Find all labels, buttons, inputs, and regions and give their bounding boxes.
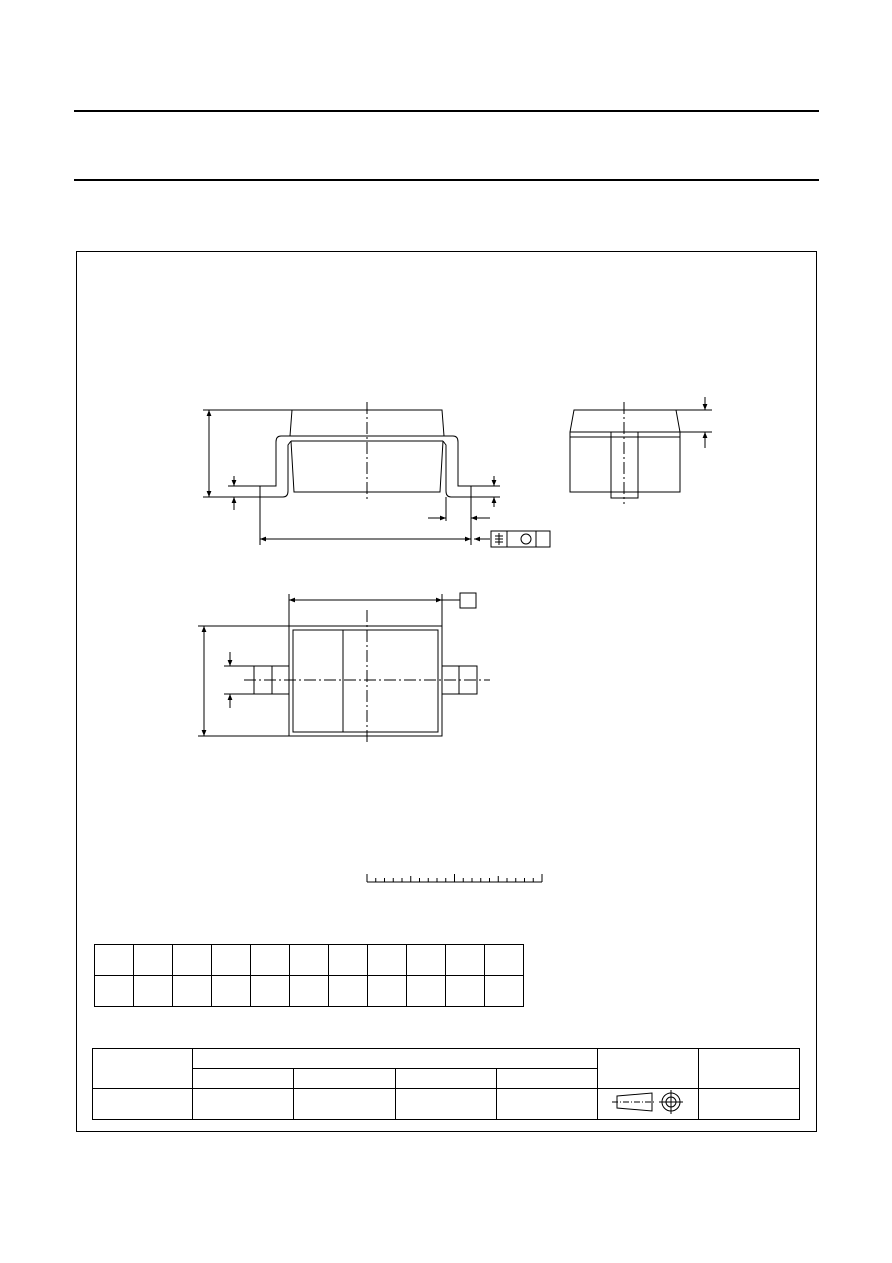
table-cell — [294, 1089, 396, 1120]
front-lead-left — [260, 436, 291, 497]
table-cell — [212, 976, 251, 1007]
table-cell — [212, 945, 251, 976]
table-cell — [251, 945, 290, 976]
table-cell — [368, 976, 407, 1007]
table-cell — [396, 1089, 497, 1120]
table-cell — [368, 945, 407, 976]
table-cell — [173, 976, 212, 1007]
top-body-outer — [289, 626, 442, 736]
table-row — [95, 976, 524, 1007]
table-cell — [95, 945, 134, 976]
table-cell — [699, 1089, 800, 1120]
table-cell — [497, 1089, 598, 1120]
table-cell — [446, 945, 485, 976]
table-cell — [193, 1089, 294, 1120]
table-cell — [699, 1049, 800, 1089]
table-cell — [251, 976, 290, 1007]
table-cell — [485, 976, 524, 1007]
table-cell — [497, 1069, 598, 1089]
table-cell — [329, 976, 368, 1007]
side-body — [570, 410, 680, 492]
top-view — [198, 593, 490, 744]
table-cell — [407, 976, 446, 1007]
table-cell — [193, 1049, 598, 1069]
table-cell — [95, 976, 134, 1007]
table-cell — [598, 1089, 699, 1120]
table-cell — [193, 1069, 294, 1089]
table-cell — [407, 945, 446, 976]
dimension-table — [94, 944, 524, 1007]
table-cell — [134, 945, 173, 976]
table-cell — [396, 1069, 497, 1089]
table-cell — [93, 1049, 193, 1089]
table-row — [95, 945, 524, 976]
table-cell — [446, 976, 485, 1007]
side-view — [570, 397, 712, 504]
table-cell — [290, 976, 329, 1007]
table-cell — [485, 945, 524, 976]
table-row — [93, 1089, 800, 1120]
front-view — [203, 402, 550, 547]
table-cell — [598, 1049, 699, 1089]
datum-box — [460, 593, 476, 608]
outline-version-table — [92, 1048, 800, 1120]
table-cell — [290, 945, 329, 976]
scale-bar — [367, 874, 542, 882]
table-cell — [93, 1089, 193, 1120]
front-lead-right — [443, 436, 471, 497]
table-cell — [173, 945, 212, 976]
table-cell — [134, 976, 173, 1007]
flatness-tolerance-frame — [491, 531, 550, 547]
top-body-inner — [293, 630, 438, 732]
table-cell — [294, 1069, 396, 1089]
table-cell — [329, 945, 368, 976]
table-row — [93, 1049, 800, 1069]
